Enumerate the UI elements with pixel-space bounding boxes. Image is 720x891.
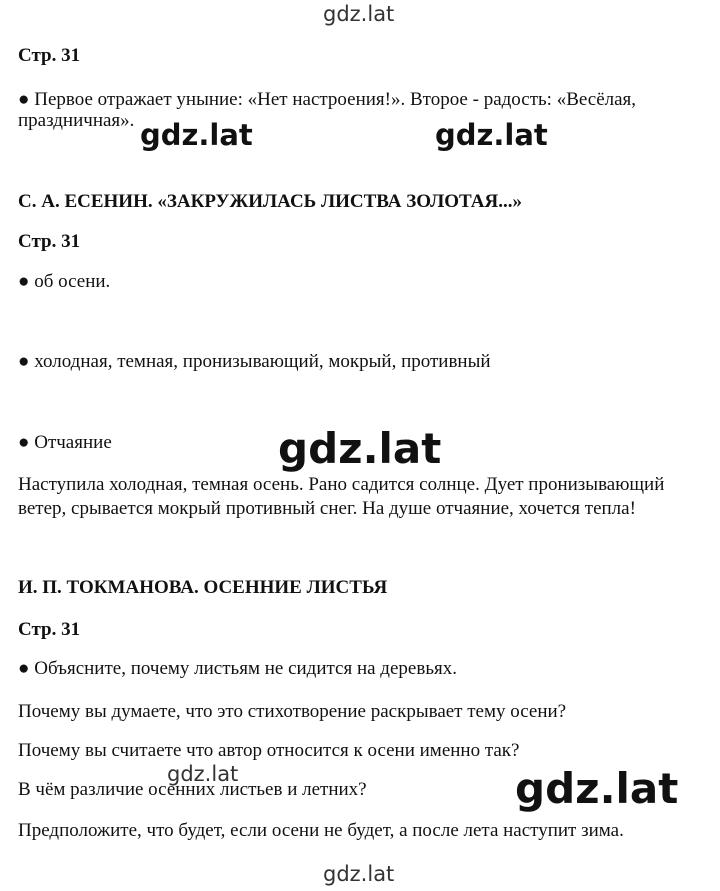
question-line: Почему вы считаете что автор относится к осени именно так? <box>18 740 520 761</box>
question-line: Почему вы думаете, что это стихотворение раскрывает тему осени? <box>18 701 567 722</box>
bullet-continuation: праздничная». <box>18 110 135 131</box>
question-line: ● Объясните, почему листьям не сидится на деревьях. <box>18 658 457 679</box>
page-ref: Стр. 31 <box>18 231 81 252</box>
watermark-lower-left: gdz.lat <box>167 762 239 786</box>
bullet-item: ● холодная, темная, пронизывающий, мокрый, противный <box>18 351 491 372</box>
watermark-top: gdz.lat <box>323 2 395 26</box>
page-ref: Стр. 31 <box>18 45 81 66</box>
section-heading: С. А. ЕСЕНИН. «ЗАКРУЖИЛАСЬ ЛИСТВА ЗОЛОТАЯ...» <box>18 191 522 212</box>
question-line: В чём различие осенних листьев и летних? <box>18 779 367 800</box>
bullet-item: ● Первое отражает уныние: «Нет настроения!». Второе - радость: «Весёлая, <box>18 89 637 110</box>
paragraph-line: ветер, срывается мокрый противный снег. На душе отчаяние, хочется тепла! <box>18 498 636 519</box>
watermark-left: gdz.lat <box>140 118 253 152</box>
watermark-lower-right: gdz.lat <box>515 764 679 813</box>
bullet-item: ● об осени. <box>18 271 111 292</box>
page-ref: Стр. 31 <box>18 619 81 640</box>
watermark-center: gdz.lat <box>278 424 442 473</box>
watermark-right: gdz.lat <box>435 118 548 152</box>
section-heading: И. П. ТОКМАНОВА. ОСЕННИЕ ЛИСТЬЯ <box>18 577 388 598</box>
watermark-bottom: gdz.lat <box>323 862 395 886</box>
bullet-item: ● Отчаяние <box>18 432 112 453</box>
paragraph-line: Наступила холодная, темная осень. Рано садится солнце. Дует пронизывающий <box>18 474 665 495</box>
question-line: Предположите, что будет, если осени не будет, а после лета наступит зима. <box>18 820 624 841</box>
